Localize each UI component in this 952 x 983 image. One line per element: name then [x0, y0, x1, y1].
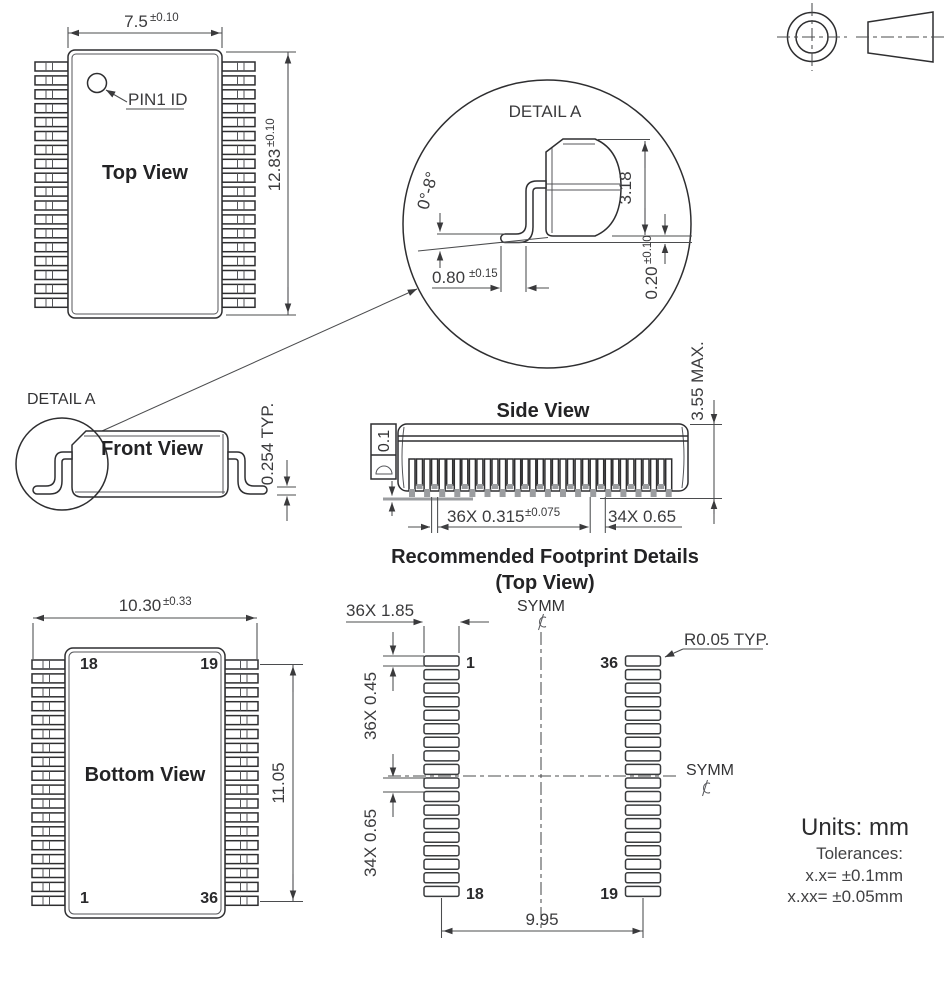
- pad-length-dim: 36X 1.85: [346, 601, 415, 620]
- footprint-span-dim: 9.95: [525, 910, 559, 929]
- pad-18-label: 18: [466, 886, 484, 903]
- bottom-pin18-label: 18: [80, 656, 98, 673]
- pad-1-label: 1: [466, 655, 475, 672]
- bottom-pin19-label: 19: [200, 656, 218, 673]
- bottom-span-dim: 11.05: [269, 762, 288, 804]
- standoff-dim: 0.20: [642, 266, 661, 300]
- footprint-view: [346, 546, 769, 938]
- side-view-title: Side View: [496, 400, 590, 422]
- front-detail-callout: DETAIL A: [27, 391, 96, 408]
- lead-thickness-dim: 0.254 TYP.: [258, 402, 277, 486]
- front-view-title: Front View: [101, 438, 203, 460]
- footprint-title: Recommended Footprint Details: [391, 546, 699, 568]
- top-view: [35, 12, 296, 318]
- symm-top-label: SYMM: [517, 598, 565, 615]
- bottom-pin36-label: 36: [200, 890, 218, 907]
- standoff-tol: ±0.10: [642, 235, 654, 264]
- top-width-tol: ±0.10: [150, 12, 179, 24]
- projection-angle-icon: [777, 3, 945, 71]
- surface-profile-icon: [376, 466, 392, 474]
- tolerance-2dp: x.xx= ±0.05mm: [787, 887, 903, 906]
- foot-length-tol: ±0.15: [469, 268, 498, 280]
- symm-right-label: SYMM: [686, 762, 734, 779]
- bottom-view: [32, 596, 303, 918]
- bottom-width-dim: 10.30: [118, 596, 162, 615]
- tolerance-1dp: x.x= ±0.1mm: [805, 866, 903, 885]
- side-view: [371, 341, 722, 533]
- top-height-dim: 12.83: [265, 148, 284, 192]
- foot-length-dim: 0.80: [432, 268, 466, 287]
- body-height-dim: 3.18: [616, 171, 635, 205]
- side-pitch-dim: 34X 0.65: [608, 507, 677, 526]
- centerline-symbol: [703, 780, 711, 796]
- notes-block: [787, 814, 909, 906]
- coplanarity-value: 0.1: [376, 429, 393, 453]
- detail-a-title: DETAIL A: [508, 102, 582, 121]
- pin1-id-label: PIN1 ID: [128, 90, 188, 109]
- seating-plane-line: [383, 498, 473, 501]
- top-width-dim: 7.5: [124, 12, 148, 31]
- pad-19-label: 19: [600, 886, 618, 903]
- pad-radius-dim: R0.05 TYP.: [684, 630, 770, 649]
- max-height-dim: 3.55 MAX.: [688, 341, 707, 421]
- pad-36-label: 36: [600, 655, 618, 672]
- footprint-subtitle: (Top View): [495, 572, 595, 594]
- units-note: Units: mm: [801, 814, 909, 841]
- coplanarity-frame: [371, 424, 396, 479]
- bottom-view-title: Bottom View: [84, 764, 206, 786]
- tolerances-heading: Tolerances:: [816, 844, 903, 863]
- lead-angle-dim: 0°-8°: [413, 169, 442, 212]
- top-height-tol: ±0.10: [265, 118, 277, 147]
- top-view-title: Top View: [102, 162, 188, 184]
- lead-width-tol: ±0.075: [525, 507, 561, 519]
- front-lead-left: [33, 452, 72, 494]
- centerline-symbol: [539, 614, 547, 630]
- footprint-pitch-dim: 34X 0.65: [361, 808, 380, 878]
- detail-body: [546, 139, 621, 236]
- lead-width-dim: 36X 0.315: [447, 507, 525, 526]
- bottom-pin1-label: 1: [80, 890, 89, 907]
- bottom-width-tol: ±0.33: [163, 596, 192, 608]
- front-view: [16, 391, 296, 521]
- pad-width-dim: 36X 0.45: [361, 671, 380, 741]
